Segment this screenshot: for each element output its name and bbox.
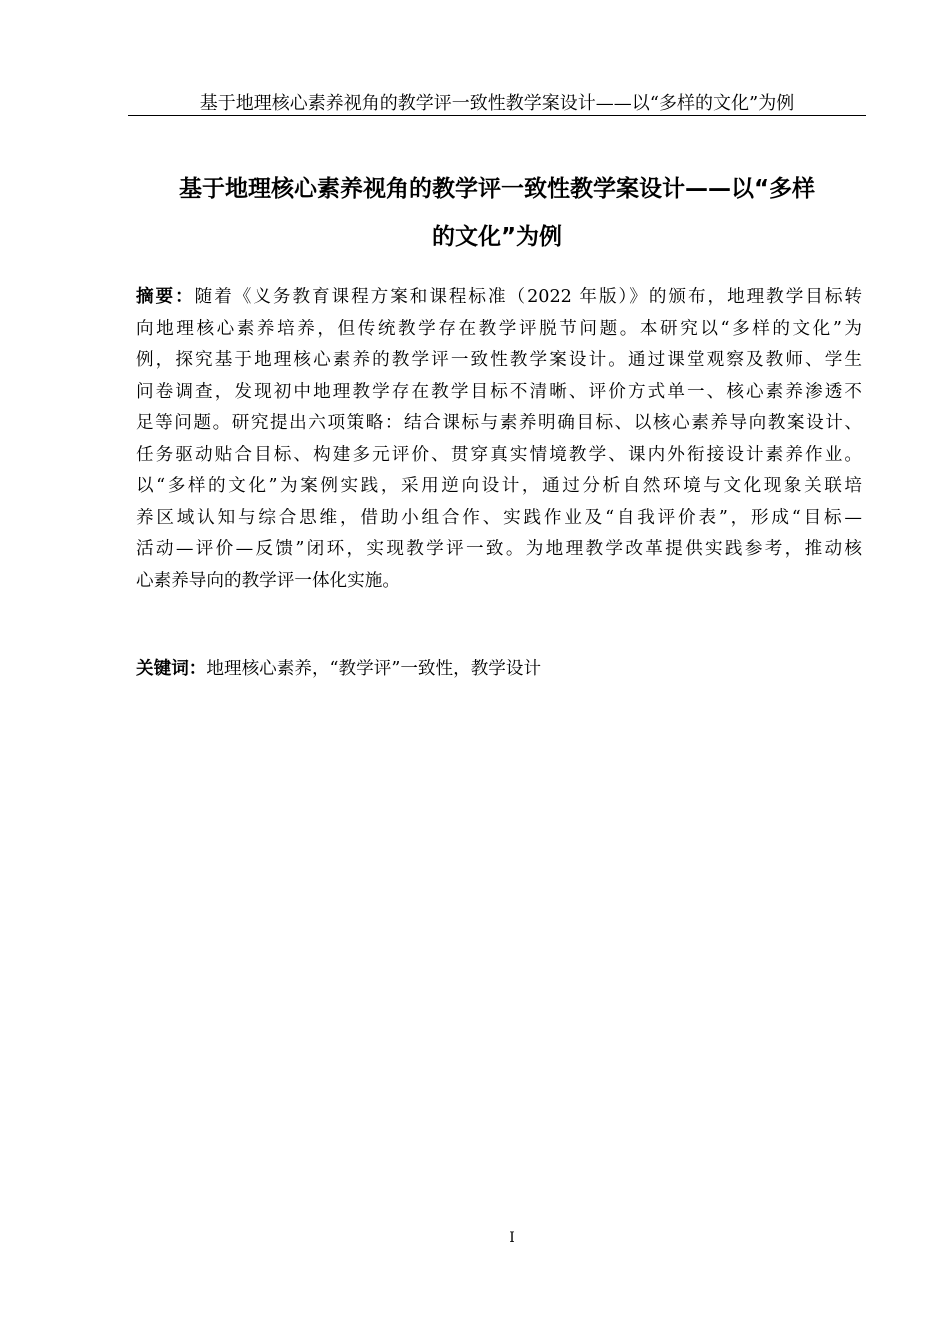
abstract-line: 问卷调查，发现初中地理教学存在教学目标不清晰、评价方式单一、核心素养渗透不 [136, 381, 862, 402]
keywords-label: 关键词： [136, 658, 207, 679]
title-line-1: 基于地理核心素养视角的教学评一致性教学案设计——以“多样 [178, 176, 816, 202]
abstract-line: 以“多样的文化”为案例实践，采用逆向设计，通过分析自然环境与文化现象关联培 [136, 476, 862, 496]
header-rule [128, 115, 866, 116]
page-number: I [509, 1230, 515, 1246]
abstract-line: 向地理核心素养培养，但传统教学存在教学评脱节问题。本研究以“多样的文化”为 [136, 318, 862, 339]
abstract-line: 养区域认知与综合思维，借助小组合作、实践作业及“自我评价表”，形成“目标— [136, 507, 862, 528]
abstract-line-text: 随着《义务教育课程方案和课程标准（2022 年版）》的颁布，地理教学目标转 [194, 287, 862, 307]
title-line-2: 的文化”为例 [431, 224, 563, 250]
keywords-text: 地理核心素养，“教学评”一致性，教学设计 [206, 659, 542, 679]
abstract-paragraph [136, 281, 862, 597]
abstract-label: 摘要： [136, 286, 195, 307]
abstract-line: 活动—评价—反馈”闭环，实现教学评一致。为地理教学改革提供实践参考，推动核 [136, 539, 862, 559]
abstract-line: 任务驱动贴合目标、构建多元评价、贯穿真实情境教学、课内外衔接设计素养作业。 [136, 444, 862, 465]
document-title [128, 165, 866, 261]
abstract-line: 足等问题。研究提出六项策略：结合课标与素养明确目标、以核心素养导向教案设计、 [136, 413, 862, 433]
running-header: 基于地理核心素养视角的教学评一致性教学案设计——以“多样的文化”为例 [199, 93, 795, 114]
keywords-line [136, 653, 862, 686]
abstract-line: 心素养导向的教学评一体化实施。 [136, 570, 400, 591]
abstract-line: 例，探究基于地理核心素养的教学评一致性教学案设计。通过课堂观察及教师、学生 [136, 350, 862, 370]
abstract-line [136, 281, 862, 314]
